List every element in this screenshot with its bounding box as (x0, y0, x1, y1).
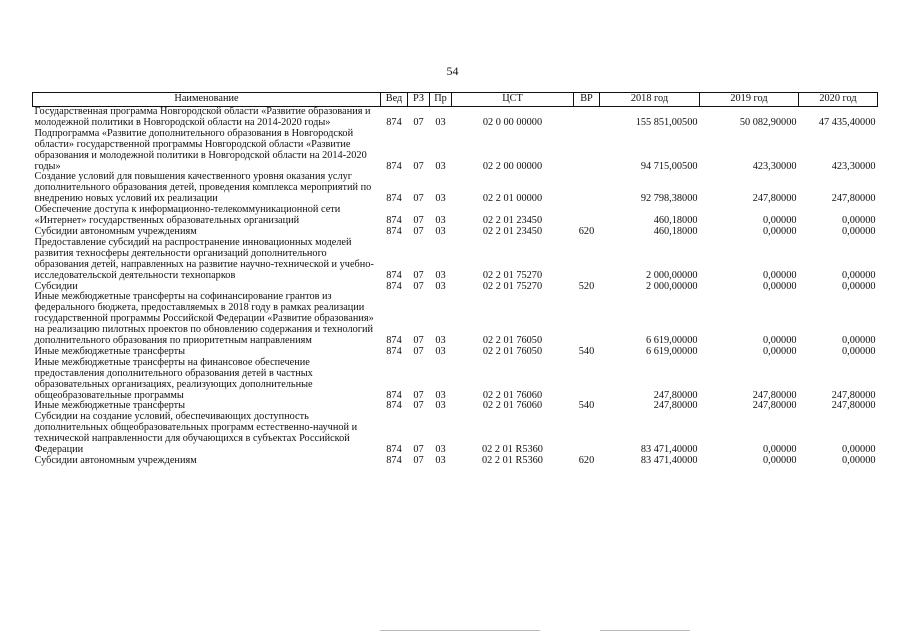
row-2019: 0,00000 (763, 269, 797, 281)
header-2018: 2018 год (600, 93, 700, 107)
row-2019: 0,00000 (763, 335, 797, 347)
row-cst: 02 2 01 76060 (482, 389, 543, 401)
row-pr: 03 (435, 193, 446, 205)
row-pr: 03 (435, 400, 446, 412)
header-name: Наименование (33, 93, 381, 107)
row-rz: 07 (413, 345, 424, 357)
row-cst: 02 2 01 23450 (482, 225, 543, 237)
row-2018: 247,80000 (653, 389, 698, 401)
row-2020: 0,00000 (842, 225, 876, 237)
row-rz: 07 (413, 389, 424, 401)
row-ved: 874 (386, 280, 402, 292)
row-2019: 0,00000 (763, 215, 797, 227)
row-vr (574, 129, 600, 173)
row-ved: 874 (386, 400, 402, 412)
scan-artifacts (0, 630, 905, 638)
table-row (33, 107, 878, 129)
row-2019: 247,80000 (752, 193, 797, 205)
row-rz: 07 (413, 225, 424, 237)
row-ved: 874 (386, 389, 402, 401)
row-rz: 07 (413, 193, 424, 205)
row-ved: 874 (386, 160, 402, 172)
row-name: Создание условий для повышения качественного уровня оказания услуг дополнительного образования детей, проведения комплекса мероприятий по внедрению новых условий их реализации (34, 171, 372, 205)
row-vr (574, 292, 600, 347)
row-2019: 0,00000 (763, 345, 797, 357)
row-vr (574, 172, 600, 205)
row-name: Обеспечение доступа к информационно-телекоммуникационной сети «Интернет» государственных образовательных организаций (34, 204, 341, 227)
row-vr: 620 (578, 225, 595, 237)
row-vr (574, 107, 600, 129)
row-2018: 6 619,00000 (646, 335, 698, 347)
row-cst: 02 2 01 R5360 (482, 444, 543, 456)
row-name: Субсидии (34, 280, 78, 292)
row-cst: 02 2 01 76050 (482, 345, 543, 357)
row-pr: 03 (435, 389, 446, 401)
row-2020: 0,00000 (842, 269, 876, 281)
row-pr: 03 (435, 160, 446, 172)
row-rz: 07 (413, 400, 424, 412)
row-name: Субсидии на создание условий, обеспечивающих доступность дополнительных общеобразовательных программ естественно-научной и технической направленности для обучающихся в субъектах Российской Федерации (34, 411, 358, 456)
row-2019: 0,00000 (763, 280, 797, 292)
row-pr: 03 (435, 335, 446, 347)
row-cst: 02 2 01 76050 (482, 335, 543, 347)
row-cst: 02 2 01 R5360 (482, 455, 543, 466)
table-row (33, 412, 878, 456)
row-2019: 0,00000 (763, 225, 797, 237)
row-2018: 247,80000 (653, 400, 698, 412)
row-2020: 0,00000 (842, 345, 876, 357)
row-2020: 47 435,40000 (818, 116, 876, 128)
row-pr: 03 (435, 215, 446, 227)
row-vr (574, 205, 600, 227)
row-cst: 02 2 00 00000 (482, 160, 543, 172)
row-vr (574, 238, 600, 282)
row-cst: 02 2 01 76060 (482, 400, 543, 412)
row-2020: 0,00000 (842, 280, 876, 292)
table-row (33, 205, 878, 227)
row-pr: 03 (435, 444, 446, 456)
row-name: Иные межбюджетные трансферты на софинансирование грантов из федерального бюджета, предоставляемых в 2018 году в рамках реализации государственной программы Российской Федерации «Развитие образования» на реализацию пилотных проектов по обновлению содержания и технологий дополнительного образования по приоритетным направлениям (34, 291, 374, 347)
row-cst: 02 0 00 00000 (482, 116, 543, 128)
row-2018: 83 471,40000 (640, 455, 698, 466)
table-body (33, 107, 878, 467)
row-pr: 03 (435, 269, 446, 281)
row-2019: 0,00000 (763, 455, 797, 466)
row-2020: 247,80000 (831, 400, 876, 412)
row-rz: 07 (413, 444, 424, 456)
row-2020: 0,00000 (842, 335, 876, 347)
row-rz: 07 (413, 215, 424, 227)
row-ved: 874 (386, 193, 402, 205)
row-rz: 07 (413, 455, 424, 466)
row-2020: 0,00000 (842, 455, 876, 466)
row-2018: 2 000,00000 (646, 269, 698, 281)
row-pr: 03 (435, 455, 446, 466)
row-2020: 247,80000 (831, 193, 876, 205)
row-vr: 540 (578, 400, 595, 412)
row-name: Иные межбюджетные трансферты (34, 345, 186, 357)
row-ved: 874 (386, 116, 402, 128)
row-rz: 07 (413, 116, 424, 128)
row-2020: 423,30000 (831, 160, 876, 172)
row-ved: 874 (386, 225, 402, 237)
row-2018: 94 715,00500 (640, 160, 698, 172)
row-2018: 460,18000 (653, 215, 698, 227)
row-name: Субсидии автономным учреждениям (34, 225, 197, 237)
row-2019: 0,00000 (763, 444, 797, 456)
header-ved: Вед (381, 93, 408, 107)
row-pr: 03 (435, 225, 446, 237)
row-vr: 540 (578, 345, 595, 357)
row-2018: 6 619,00000 (646, 345, 698, 357)
row-ved: 874 (386, 215, 402, 227)
row-2019: 247,80000 (752, 400, 797, 412)
row-2018: 2 000,00000 (646, 280, 698, 292)
row-2020: 247,80000 (831, 389, 876, 401)
row-2019: 247,80000 (752, 389, 797, 401)
table-row (33, 292, 878, 347)
row-2018: 83 471,40000 (640, 444, 698, 456)
row-rz: 07 (413, 160, 424, 172)
row-rz: 07 (413, 335, 424, 347)
table-row (33, 358, 878, 402)
table-row (33, 172, 878, 205)
row-rz: 07 (413, 269, 424, 281)
row-ved: 874 (386, 455, 402, 466)
row-2018: 92 798,38000 (640, 193, 698, 205)
row-cst: 02 2 01 00000 (482, 193, 543, 205)
row-ved: 874 (386, 345, 402, 357)
table-row (33, 129, 878, 173)
header-rz: РЗ (408, 93, 430, 107)
row-2019: 50 082,90000 (739, 116, 797, 128)
row-pr: 03 (435, 116, 446, 128)
table-header-row (33, 93, 878, 107)
row-ved: 874 (386, 269, 402, 281)
row-name: Предоставление субсидий на распространение инновационных моделей развития техносферы деятельности организаций дополнительного образования детей, направленных на развитие научно-технической и учебно-исследовательской деятельности технопарков (34, 236, 374, 281)
row-name: Иные межбюджетные трансферты на финансовое обеспечение предоставления дополнительного образования детей в частных образовательных организациях, реализующих дополнительные общеобразовательные программы (34, 356, 313, 401)
row-ved: 874 (386, 444, 402, 456)
row-name: Иные межбюджетные трансферты (34, 400, 186, 412)
row-vr: 620 (578, 455, 595, 466)
row-2020: 0,00000 (842, 215, 876, 227)
row-name: Государственная программа Новгородской области «Развитие образования и молодежной политики в Новгородской области на 2014-2020 годы» (34, 106, 371, 128)
row-vr (574, 412, 600, 456)
header-2020: 2020 год (799, 93, 878, 107)
row-2018: 155 851,00500 (635, 116, 698, 128)
page-number: 54 (446, 64, 459, 78)
budget-table (32, 92, 878, 467)
row-cst: 02 2 01 23450 (482, 215, 543, 227)
row-cst: 02 2 01 75270 (482, 269, 543, 281)
row-2019: 423,30000 (752, 160, 797, 172)
row-pr: 03 (435, 345, 446, 357)
row-2018: 460,18000 (653, 225, 698, 237)
header-2019: 2019 год (700, 93, 799, 107)
table-row (33, 456, 878, 467)
row-2020: 0,00000 (842, 444, 876, 456)
row-cst: 02 2 01 75270 (482, 280, 543, 292)
row-vr: 520 (578, 280, 595, 292)
row-pr: 03 (435, 280, 446, 292)
table-row (33, 238, 878, 282)
header-vr: ВР (574, 93, 600, 107)
header-cst: ЦСТ (452, 93, 574, 107)
row-vr (574, 358, 600, 402)
row-rz: 07 (413, 280, 424, 292)
row-name: Субсидии автономным учреждениям (34, 455, 197, 466)
row-ved: 874 (386, 335, 402, 347)
header-pr: Пр (430, 93, 452, 107)
row-name: Подпрограмма «Развитие дополнительного образования в Новгородской области» государственной программы Новгородской области «Развитие образования и молодежной политики в Новгородской области на 2014-2020 годы» (34, 127, 367, 172)
